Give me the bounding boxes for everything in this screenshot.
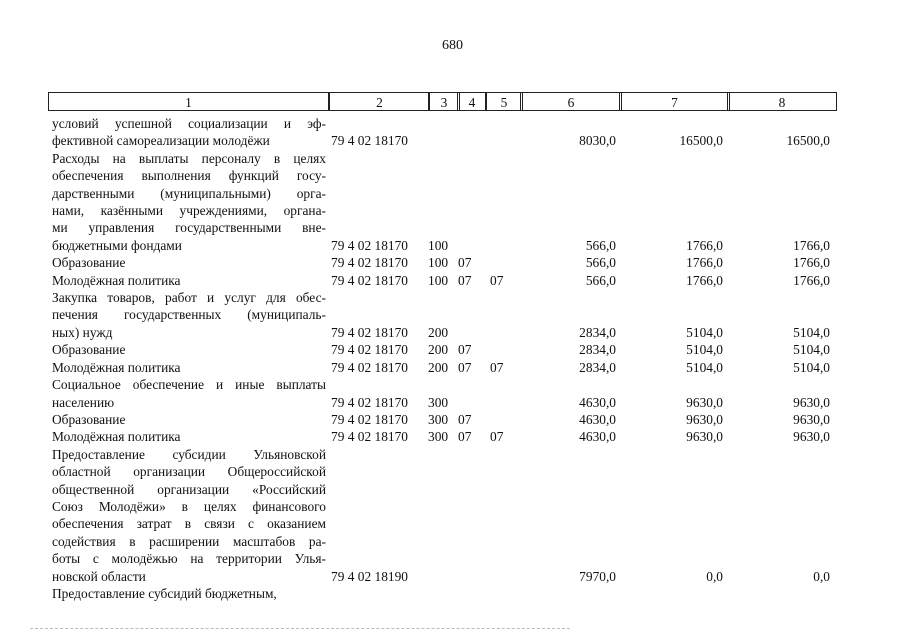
budget-code: 79 4 02 18170: [331, 133, 408, 149]
table-body: [0, 115, 905, 602]
header-cell-2: 2: [329, 92, 430, 111]
page-bottom-edge: [30, 628, 570, 629]
description-line: обеспечения выполнения функций госу-: [52, 168, 326, 184]
budget-code: 79 4 02 18170: [331, 255, 408, 271]
expense-type-code: 300: [428, 394, 449, 410]
amount-col-6: 566,0: [585, 237, 616, 253]
section-code: 07: [458, 359, 472, 375]
table-row: [0, 254, 905, 271]
description-line: ми управления государственными вне-: [52, 220, 326, 236]
amount-col-8: 5104,0: [793, 342, 830, 358]
description-line: условий успешной социализации и эф-: [52, 116, 326, 131]
amount-col-6: 7970,0: [579, 568, 616, 584]
description-line: Предоставление субсидии Ульяновской: [52, 446, 326, 462]
amount-col-7: 5104,0: [686, 324, 723, 340]
expense-type-code: 100: [428, 272, 449, 288]
description-line: Образование: [52, 411, 126, 427]
table-row: [0, 341, 905, 358]
table-row: [0, 359, 905, 376]
header-cell-5: 5: [485, 92, 523, 111]
header-cell-1: 1: [48, 92, 329, 111]
budget-code: 79 4 02 18170: [331, 342, 408, 358]
amount-col-6: 2834,0: [579, 324, 616, 340]
description-line: ных) нужд: [52, 324, 113, 340]
amount-col-6: 4630,0: [579, 429, 616, 445]
amount-col-7: 1766,0: [686, 272, 723, 288]
description-line: новской области: [52, 568, 146, 584]
table-row: [0, 411, 905, 428]
table-row: [0, 585, 905, 602]
description-line: фективной самореализации молодёжи: [52, 133, 270, 149]
description-line: печения государственных (муниципаль-: [52, 307, 326, 323]
description-line: бюджетными фондами: [52, 237, 182, 253]
expense-type-code: 300: [428, 429, 449, 445]
amount-col-6: 566,0: [585, 255, 616, 271]
description-line: обеспечения затрат в связи с оказанием: [52, 516, 326, 532]
amount-col-7: 5104,0: [686, 342, 723, 358]
section-code: 07: [458, 411, 472, 427]
budget-code: 79 4 02 18170: [331, 272, 408, 288]
description-line: общественной организации «Российский: [52, 481, 326, 497]
section-code: 07: [458, 272, 472, 288]
amount-col-7: 0,0: [706, 568, 723, 584]
amount-col-8: 9630,0: [793, 429, 830, 445]
expense-type-code: 200: [428, 324, 449, 340]
description-line: Молодёжная политика: [52, 272, 181, 288]
table-row: [0, 428, 905, 445]
amount-col-8: 5104,0: [793, 359, 830, 375]
header-cell-6: 6: [520, 92, 622, 111]
subsection-code: 07: [490, 272, 504, 288]
amount-col-8: 1766,0: [793, 272, 830, 288]
amount-col-6: 4630,0: [579, 411, 616, 427]
amount-col-7: 9630,0: [686, 394, 723, 410]
budget-code: 79 4 02 18170: [331, 394, 408, 410]
amount-col-7: 5104,0: [686, 359, 723, 375]
amount-col-6: 2834,0: [579, 359, 616, 375]
description-line: Молодёжная политика: [52, 359, 181, 375]
page-number: 680: [442, 38, 463, 53]
amount-col-8: 1766,0: [793, 255, 830, 271]
description-line: содействия в расширении масштабов ра-: [52, 533, 326, 549]
description-line: областной организации Общероссийской: [52, 464, 326, 480]
budget-code: 79 4 02 18170: [331, 411, 408, 427]
header-cell-4: 4: [457, 92, 487, 111]
description-line: Расходы на выплаты персоналу в целях: [52, 150, 326, 166]
subsection-code: 07: [490, 429, 504, 445]
amount-col-7: 9630,0: [686, 429, 723, 445]
table-row: [0, 289, 905, 341]
amount-col-8: 9630,0: [793, 411, 830, 427]
description-line: Социальное обеспечение и иные выплаты: [52, 377, 326, 393]
amount-col-8: 0,0: [813, 568, 830, 584]
budget-code: 79 4 02 18190: [331, 568, 408, 584]
amount-col-7: 9630,0: [686, 411, 723, 427]
header-cell-3: 3: [428, 92, 460, 111]
budget-code: 79 4 02 18170: [331, 324, 408, 340]
amount-col-7: 1766,0: [686, 237, 723, 253]
amount-col-8: 16500,0: [786, 133, 830, 149]
section-code: 07: [458, 342, 472, 358]
budget-code: 79 4 02 18170: [331, 429, 408, 445]
description-line: Образование: [52, 255, 126, 271]
budget-code: 79 4 02 18170: [331, 237, 408, 253]
expense-type-code: 200: [428, 342, 449, 358]
description-line: Союз Молодёжи» в целях финансового: [52, 498, 326, 514]
description-line: Предоставление субсидий бюджетным,: [52, 585, 277, 601]
expense-type-code: 100: [428, 255, 449, 271]
section-code: 07: [458, 255, 472, 271]
description-line: нами, казёнными учреждениями, органа-: [52, 203, 326, 219]
row-description: [52, 446, 326, 585]
table-row: [0, 115, 905, 150]
description-line: населению: [52, 394, 115, 410]
amount-col-7: 1766,0: [686, 255, 723, 271]
amount-col-6: 4630,0: [579, 394, 616, 410]
budget-code: 79 4 02 18170: [331, 359, 408, 375]
amount-col-6: 8030,0: [579, 133, 616, 149]
table-row: [0, 376, 905, 411]
description-line: боты с молодёжью на территории Улья-: [52, 551, 326, 567]
section-code: 07: [458, 429, 472, 445]
amount-col-7: 16500,0: [679, 133, 723, 149]
expense-type-code: 200: [428, 359, 449, 375]
description-line: Образование: [52, 342, 126, 358]
table-row: [0, 150, 905, 254]
header-cell-7: 7: [619, 92, 730, 111]
description-line: Молодёжная политика: [52, 429, 181, 445]
header-cell-8: 8: [727, 92, 837, 111]
table-row: [0, 272, 905, 289]
amount-col-6: 566,0: [585, 272, 616, 288]
amount-col-8: 9630,0: [793, 394, 830, 410]
table-row: [0, 446, 905, 585]
amount-col-6: 2834,0: [579, 342, 616, 358]
expense-type-code: 100: [428, 237, 449, 253]
description-line: дарственными (муниципальными) орга-: [52, 185, 326, 201]
amount-col-8: 5104,0: [793, 324, 830, 340]
description-line: Закупка товаров, работ и услуг для обес-: [52, 290, 326, 306]
subsection-code: 07: [490, 359, 504, 375]
expense-type-code: 300: [428, 411, 449, 427]
amount-col-8: 1766,0: [793, 237, 830, 253]
